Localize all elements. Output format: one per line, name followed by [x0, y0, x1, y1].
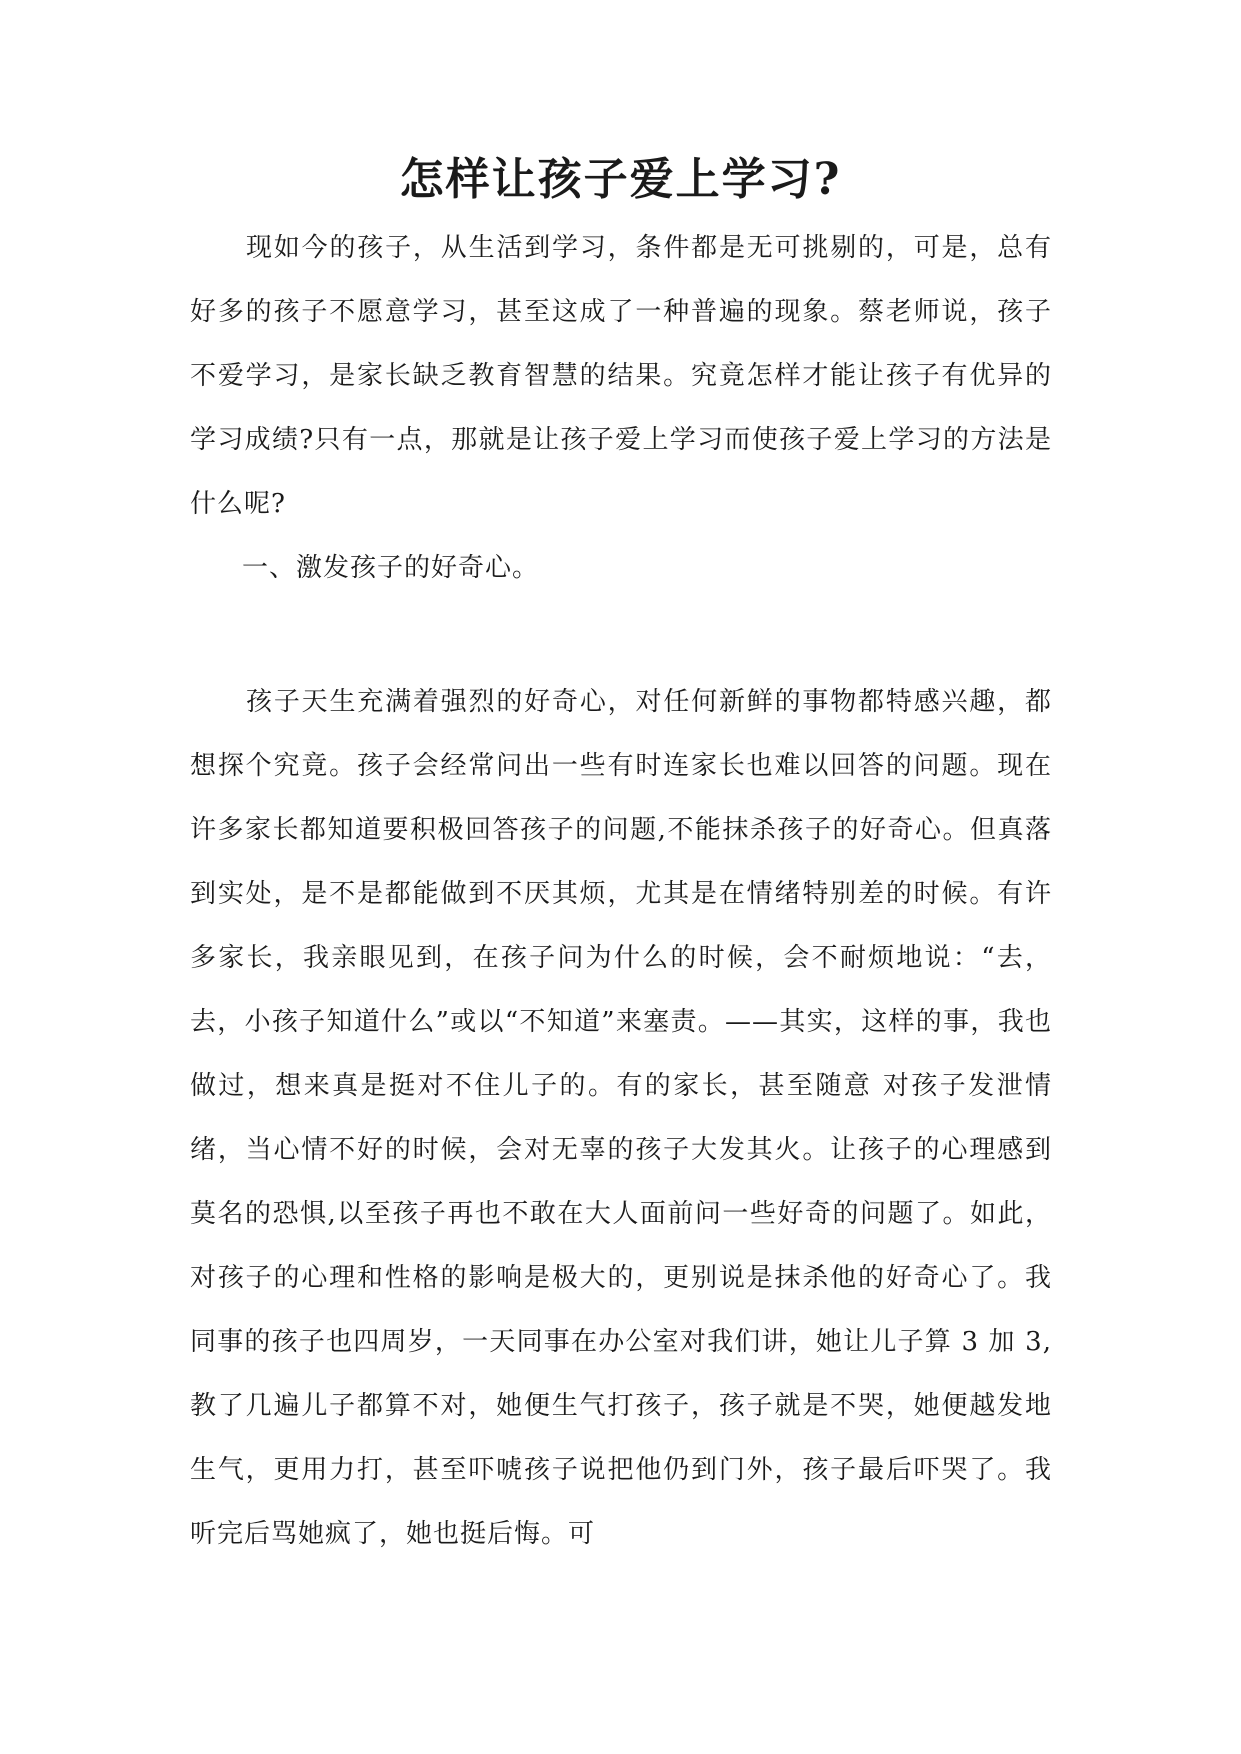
- page-title: 怎样让孩子爱上学习?: [399, 154, 842, 205]
- intro-paragraph: 现如今的孩子，从生活到学习，条件都是无可挑剔的，可是，总有好多的孩子不愿意学习，甚至这成了一种普遍的现象。蔡老师说，孩子不爱学习，是家长缺乏教育智慧的结果。究竟怎样才能让孩子有优异的学习成绩?只有一点，那就是让孩子爱上学习而使孩子爱上学习的方法是什么呢?: [190, 233, 1052, 519]
- body-paragraph: 孩子天生充满着强烈的好奇心，对任何新鲜的事物都特感兴趣，都想探个究竟。孩子会经常问出一些有时连家长也难以回答的问题。现在许多家长都知道要积极回答孩子的问题,不能抹杀孩子的好奇心。但真落到实处，是不是都能做到不厌其烦，尤其是在情绪特别差的时候。有许多家长，我亲眼见到，在孩子问为什么的时候，会不耐烦地说：“去，去，小孩子知道什么”或以“不知道”来塞责。——其实，这样的事，我也做过，想来真是挺对不住儿子的。有的家长，甚至随意 对孩子发泄情绪，当心情不好的时候，会对无辜的孩子大发其火。让孩子的心理感到莫名的恐惧,以至孩子再也不敢在大人面前问一些好奇的问题了。如此，对孩子的心理和性格的影响是极大的，更别说是抹杀他的好奇心了。我同事的孩子也四周岁，一天同事在办公室对我们讲，她让儿子算 3 加 3,教了几遍儿子都算不对，她便生气打孩子，孩子就是不哭，她便越发地生气，更用力打，甚至吓唬孩子说把他仍到门外，孩子最后吓哭了。我听完后骂她疯了，她也挺后悔。可: [190, 687, 1052, 1549]
- section-heading: 一、激发孩子的好奇心。: [242, 553, 540, 583]
